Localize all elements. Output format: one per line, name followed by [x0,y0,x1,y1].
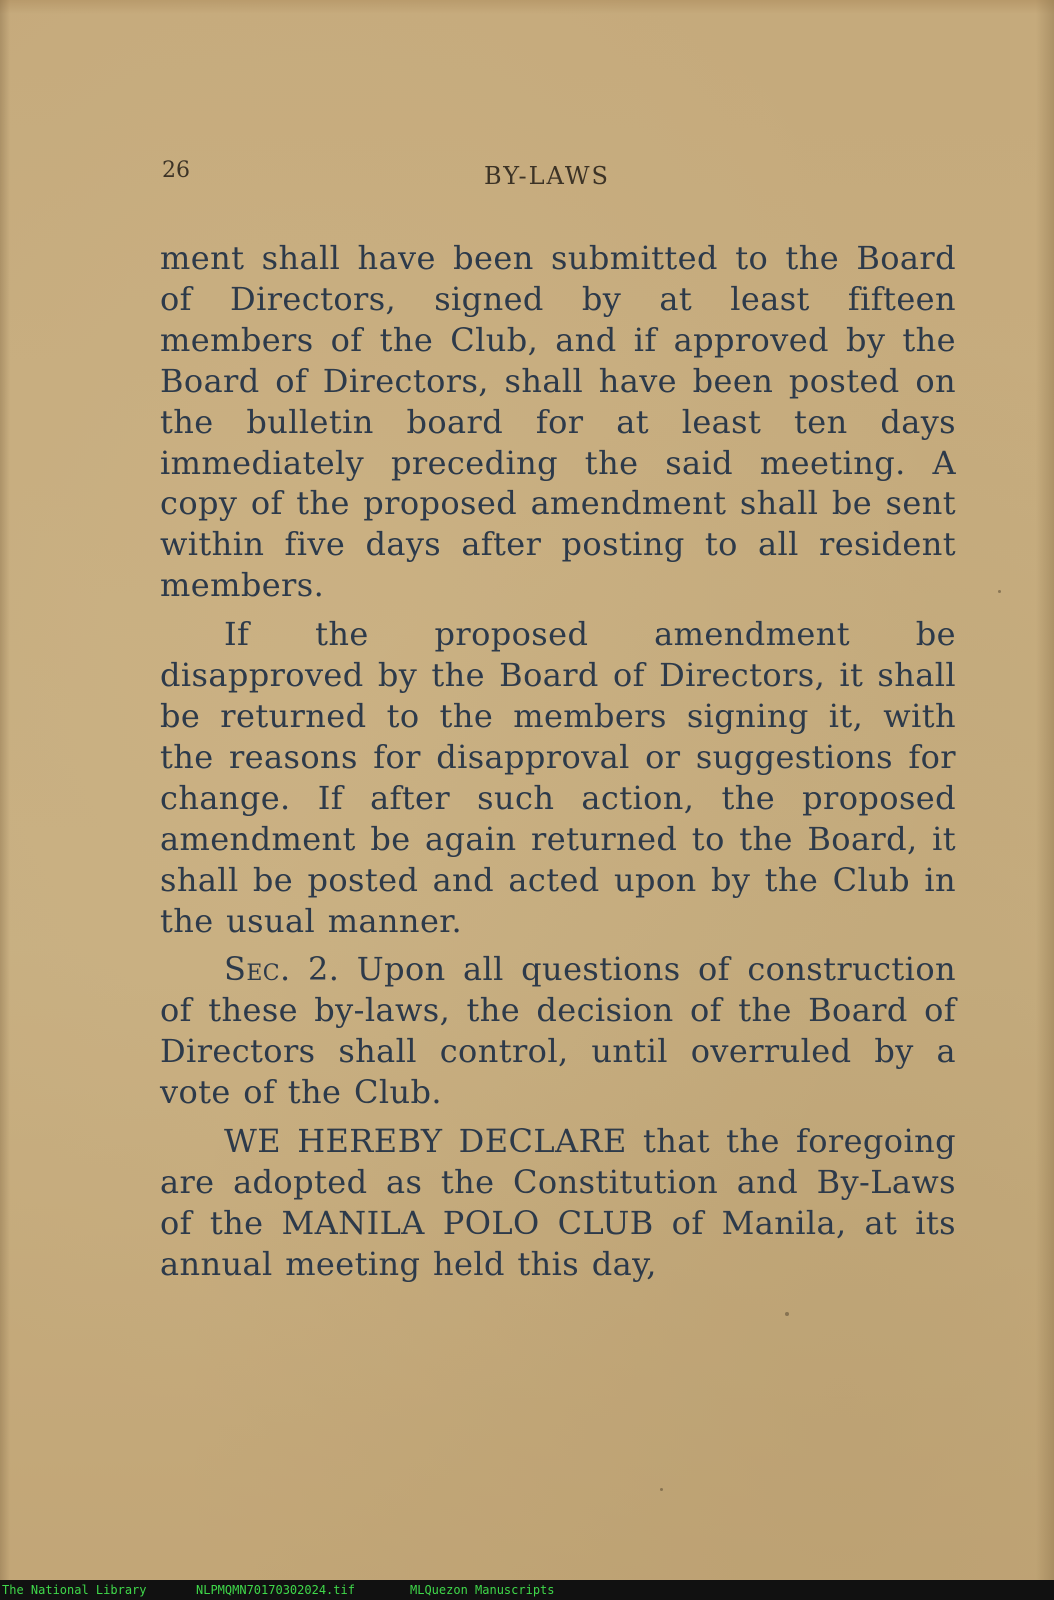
declaration-lead: WE HEREBY DECLARE [224,1122,627,1161]
paragraph-section-2 [160,949,956,1113]
section-label: Sec. 2. [224,950,340,989]
page-number: 26 [162,158,190,183]
section-2-text: Upon all questions of construction of these by-laws, the decision of the Board of Directors shall control, until overruled by a vote of the Club. [160,950,956,1112]
running-head: BY-LAWS [484,162,610,190]
paper-speck [660,1488,663,1491]
declaration-text: that the foregoing are adopted as the Constitution and By-Laws of the MANILA POLO CLUB of Manila, at its annual meeting held this day, [160,1122,956,1283]
paper-speck [998,590,1001,593]
body-text [160,238,956,1293]
paper-speck [785,1312,789,1316]
paragraph-amendment-continuation: ment shall have been submitted to the Board of Directors, signed by at least fifteen members of the Club, and if approved by the Board of Directors, shall have been posted on the bulletin board for at least ten days immediately preceding the said meeting. A copy of the proposed amendment shall be sent within five days after posting to all resident members. [160,239,956,605]
footer-library: The National Library [2,1583,147,1597]
footer-file-id: NLPMQMN70170302024.tif [196,1583,355,1597]
footer-collection: MLQuezon Manuscripts [410,1583,555,1597]
paragraph-disapproval: If the proposed amendment be disapproved by the Board of Directors, it shall be returned to the members signing it, with the reasons for disapproval or suggestions for change. If after such action, the proposed amendment be again returned to the Board, it shall be posted and acted upon by the Club in the usual manner. [160,615,956,940]
paragraph-declaration [160,1121,956,1285]
archive-footer [0,1580,1054,1600]
